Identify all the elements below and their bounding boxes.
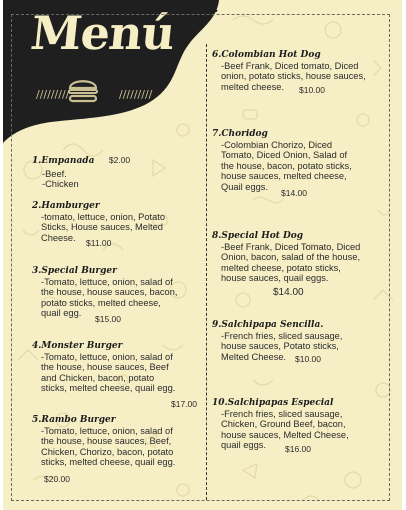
menu-item-choridog <box>212 129 352 198</box>
item-price: $14.00 <box>281 188 307 198</box>
menu-item-monster-burger <box>32 341 197 409</box>
item-price: $10.00 <box>295 354 321 364</box>
menu-title: Menú <box>28 6 177 60</box>
item-name: 5.Rambo Burger <box>32 415 116 425</box>
item-name: 7.Choridog <box>212 129 268 139</box>
menu-item-empanada <box>32 150 130 190</box>
item-price: $16.00 <box>285 444 311 454</box>
item-name: 3.Special Burger <box>32 266 117 276</box>
item-price: $15.00 <box>95 314 121 324</box>
item-price: $10.00 <box>299 85 325 95</box>
item-description: -Beef. -Chicken <box>42 169 79 190</box>
menu-item-special-burger <box>32 266 178 324</box>
item-description: -tomato, lettuce, onion, Potato Sticks, House sauces, Melted Cheese. <box>41 212 166 243</box>
item-description: -Colombian Chorizo, Diced Tomato, Diced Onion, Salad of the house, bacon, potato sticks, house sauces, melted cheese, Quail eggs. <box>221 140 352 192</box>
decorative-stripes-right: ///////// <box>119 88 153 101</box>
item-name: 6.Colombian Hot Dog <box>212 50 321 60</box>
menu-item-rambo-burger <box>32 415 176 484</box>
menu-item-hamburger <box>32 201 166 248</box>
item-price: $11.00 <box>86 238 112 248</box>
decorative-stripes-left: ///////// <box>36 88 70 101</box>
item-name: 10.Salchipapas Especial <box>212 398 334 408</box>
menu-item-special-hot-dog <box>212 231 361 298</box>
item-description: -French fries, sliced sausage, house sauces, Potato sticks, Melted Cheese. <box>221 331 343 362</box>
menu-item-salchipapas-especial <box>212 398 349 454</box>
item-description: -Beef Frank, Diced Tomato, Diced Onion, bacon, salad of the house, melted cheese, potato sticks, house sauces, quail eggs. <box>221 242 361 284</box>
item-description: -Beef Frank, Diced tomato, Diced onion, potato sticks, house sauces, melted cheese. <box>221 61 366 92</box>
item-description: -French fries, sliced sausage, Chicken, Ground Beef, bacon, house sauces, Melted Cheese, quail eggs. <box>221 409 349 451</box>
item-description: -Tomato, lettuce, onion, salad of the house, house sauces, Beef, Chicken, Chorizo, bacon, potato sticks, melted cheese, quail egg. <box>41 426 176 468</box>
item-name: 9.Salchipapa Sencilla. <box>212 320 324 330</box>
item-name: 8.Special Hot Dog <box>212 231 304 241</box>
column-divider <box>206 44 207 500</box>
item-description: -Tomato, lettuce, onion, salad of the house, house sauces, Beef and Chicken, bacon, potato sticks, melted cheese, quail egg. <box>41 352 176 394</box>
item-price: $2.00 <box>108 155 131 165</box>
item-name: 4.Monster Burger <box>32 341 123 351</box>
item-price: $14.00 <box>273 287 304 298</box>
item-price: $17.00 <box>171 399 197 409</box>
item-price: $20.00 <box>44 474 70 484</box>
item-name: 2.Hamburger <box>32 201 100 211</box>
menu-item-colombian-hot-dog <box>212 50 366 95</box>
menu-page <box>3 0 402 510</box>
item-name: 1.Empanada <box>32 156 95 166</box>
item-description: -Tomato, lettuce, onion, salad of the house, house sauces, bacon, potato sticks, melted cheese, quail egg. <box>41 277 178 319</box>
menu-item-salchipapa-sencilla <box>212 320 342 362</box>
